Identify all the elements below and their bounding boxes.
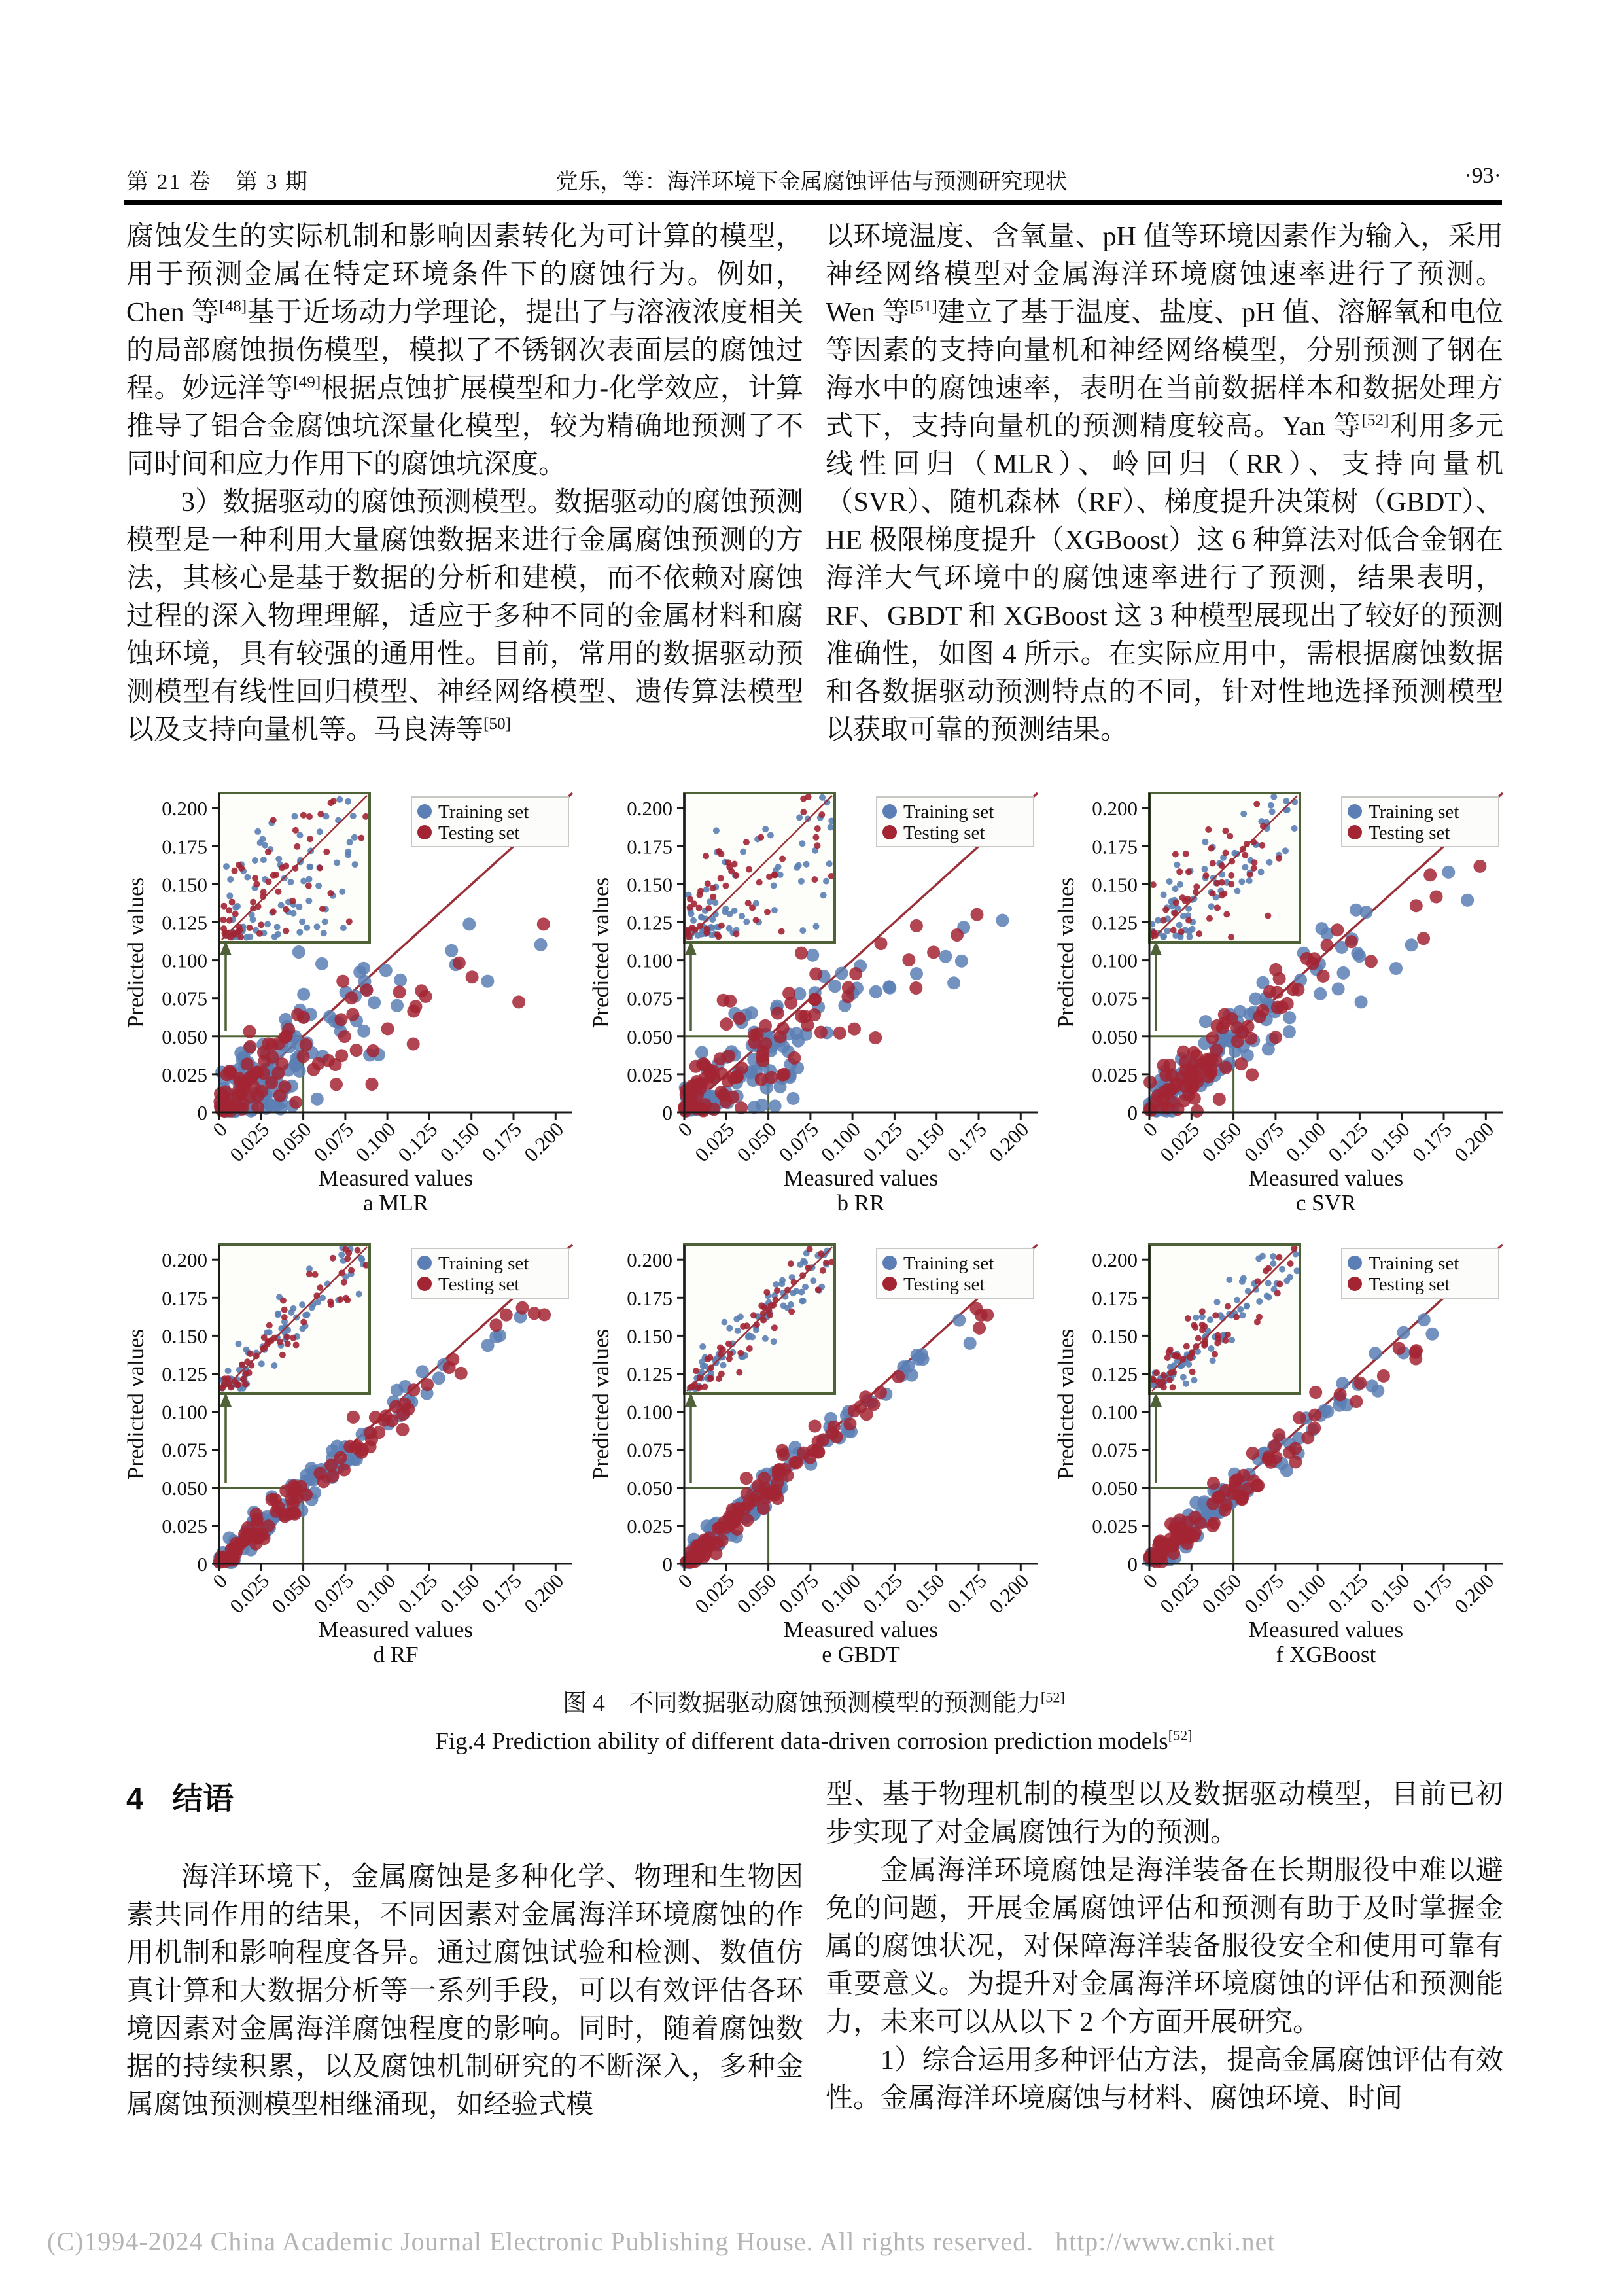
svg-text:0.150: 0.150 — [1365, 1118, 1414, 1167]
inset-zoom-plot — [219, 793, 370, 942]
legend-test-marker — [417, 825, 432, 839]
figure-4 — [120, 784, 1508, 1756]
svg-text:0.075: 0.075 — [309, 1118, 358, 1167]
y-tick-labels — [627, 1248, 672, 1576]
svg-text:0.075: 0.075 — [1239, 1118, 1288, 1167]
x-axis-title: Measured values — [783, 1617, 939, 1642]
svg-text:0.125: 0.125 — [393, 1118, 442, 1167]
svg-text:0.050: 0.050 — [267, 1569, 316, 1618]
figure-caption-zh: 图 4 不同数据驱动腐蚀预测模型的预测能力[52] — [563, 1689, 1065, 1717]
inset-zoom-plot — [1149, 793, 1300, 942]
legend — [1342, 1248, 1499, 1298]
paragraph: 型、基于物理机制的模型以及数据驱动模型，目前已初步实现了对金属腐蚀行为的预测。 — [826, 1780, 1503, 1848]
svg-text:0.025: 0.025 — [225, 1569, 274, 1618]
svg-text:0.125: 0.125 — [858, 1118, 907, 1167]
header-running-title: 党乐，等：海洋环境下金属腐蚀评估与预测研究现状 — [555, 170, 1068, 194]
svg-text:0.150: 0.150 — [162, 873, 207, 896]
svg-text:0.200: 0.200 — [985, 1569, 1034, 1618]
svg-text:0.200: 0.200 — [627, 797, 672, 821]
svg-text:0.150: 0.150 — [1092, 1324, 1138, 1348]
y-axis-title: Predicted values — [588, 1328, 614, 1480]
svg-text:0.050: 0.050 — [162, 1025, 207, 1048]
x-axis-title: Measured values — [1248, 1165, 1404, 1191]
svg-text:0.100: 0.100 — [162, 949, 207, 972]
legend-train-marker — [417, 804, 432, 819]
svg-text:0.100: 0.100 — [351, 1569, 400, 1618]
legend-test-marker — [882, 825, 897, 839]
x-axis-title: Measured values — [318, 1165, 474, 1191]
scatter-panel-rf — [120, 1235, 578, 1667]
scatter-chart-mlr — [120, 784, 578, 1216]
svg-text:0.075: 0.075 — [774, 1118, 823, 1167]
section-heading-conclusion — [126, 1775, 234, 1818]
svg-text:0.100: 0.100 — [1092, 1400, 1138, 1424]
citation-ref: [50] — [483, 715, 511, 733]
legend-train-label: Training set — [1369, 1253, 1459, 1274]
legend-test-label: Testing set — [903, 1274, 985, 1295]
svg-text:0.125: 0.125 — [1092, 1362, 1138, 1386]
svg-text:0.150: 0.150 — [1365, 1569, 1414, 1618]
scatter-chart-xgboost — [1050, 1235, 1508, 1667]
x-tick-labels — [1138, 1569, 1498, 1617]
scatter-chart-rr — [585, 784, 1043, 1216]
inset-zoom-plot — [684, 793, 835, 942]
svg-text:0.100: 0.100 — [1281, 1118, 1331, 1167]
legend-test-marker — [1348, 1277, 1362, 1291]
y-axis-title: Predicted values — [123, 877, 148, 1029]
legend — [877, 797, 1034, 847]
x-tick-labels — [673, 1569, 1033, 1617]
svg-text:0.175: 0.175 — [1092, 835, 1138, 858]
legend-train-marker — [882, 1256, 897, 1270]
svg-text:0.025: 0.025 — [162, 1514, 207, 1538]
svg-text:0.050: 0.050 — [1092, 1476, 1138, 1500]
test-points — [213, 917, 550, 1118]
svg-text:0.100: 0.100 — [816, 1118, 865, 1167]
svg-text:0.025: 0.025 — [1092, 1514, 1138, 1538]
svg-text:0.025: 0.025 — [627, 1063, 672, 1086]
inset-zoom-plot — [1149, 1245, 1300, 1394]
legend-train-marker — [1348, 1256, 1362, 1270]
paragraph: 腐蚀发生的实际机制和影响因素转化为可计算的模型，用于预测金属在特定环境条件下的腐蚀行为。例如，Chen 等[48]基于近场动力学理论，提出了与溶液浓度相关的局部腐蚀损伤模型，模拟了不锈钢次表面层的腐蚀过程。妙远洋等[49]根据点蚀扩展模型和力-化学效应，计算推导了铝合金腐蚀坑深量化模型，较为精确地预测了不同时间和应力作用下的腐蚀坑深度。 — [126, 222, 803, 480]
svg-text:0.075: 0.075 — [774, 1569, 823, 1618]
svg-text:0.050: 0.050 — [162, 1476, 207, 1500]
svg-text:0.200: 0.200 — [1092, 797, 1138, 821]
svg-text:0.175: 0.175 — [627, 1286, 672, 1310]
zoom-arrow — [685, 941, 697, 1031]
scatter-chart-svr — [1050, 784, 1508, 1216]
svg-text:0.075: 0.075 — [162, 987, 207, 1010]
svg-text:0.200: 0.200 — [162, 1248, 207, 1272]
svg-text:0.100: 0.100 — [351, 1118, 400, 1167]
citation-ref: [52] — [1040, 1689, 1065, 1706]
x-axis-title: Measured values — [1248, 1617, 1404, 1642]
legend-test-label: Testing set — [903, 822, 985, 843]
header-volume-issue: 第 21 卷 第 3 期 — [126, 170, 309, 194]
legend-train-marker — [1348, 804, 1362, 819]
legend-train-label: Training set — [438, 1253, 529, 1274]
citation-ref: [51] — [909, 298, 937, 315]
svg-text:0.175: 0.175 — [162, 835, 207, 858]
legend-train-marker — [417, 1256, 432, 1270]
panel-label: b RR — [837, 1190, 885, 1216]
svg-text:0.050: 0.050 — [1197, 1569, 1246, 1618]
citation-ref: [52] — [1361, 412, 1389, 429]
zoom-arrow — [220, 941, 232, 1031]
svg-text:0.200: 0.200 — [162, 797, 207, 821]
svg-text:0.175: 0.175 — [477, 1569, 526, 1618]
svg-text:0: 0 — [673, 1569, 697, 1593]
svg-text:0: 0 — [197, 1101, 207, 1124]
panel-label: a MLR — [362, 1190, 429, 1216]
footer-copyright: (C)1994-2024 China Academic Journal Electronic Publishing House. All rights reserved. http://www.cnki.net — [47, 2227, 1276, 2256]
header-page-number: ·93· — [1464, 164, 1501, 188]
svg-text:0.200: 0.200 — [985, 1118, 1034, 1167]
x-tick-labels — [208, 1569, 568, 1617]
column-left-conclusion — [126, 1858, 803, 2124]
header-rule — [124, 200, 1502, 205]
svg-text:0.100: 0.100 — [627, 1400, 672, 1424]
paragraph: 3）数据驱动的腐蚀预测模型。数据驱动的腐蚀预测模型是一种利用大量腐蚀数据来进行金属腐蚀预测的方法，其核心是基于数据的分析和建模，而不依赖对腐蚀过程的深入物理理解，适应于多种不同的金属材料和腐蚀环境，具有较强的通用性。目前，常用的数据驱动预测模型有线性回归模型、神经网络模型、遗传算法模型以及支持向量机等。马良涛等[50] — [126, 487, 803, 745]
citation-ref: [52] — [1168, 1727, 1193, 1744]
svg-text:0.100: 0.100 — [627, 949, 672, 972]
svg-text:0.050: 0.050 — [732, 1118, 781, 1167]
svg-text:0.150: 0.150 — [627, 873, 672, 896]
legend — [411, 1248, 568, 1298]
svg-text:0.050: 0.050 — [627, 1476, 672, 1500]
svg-text:0.125: 0.125 — [162, 1362, 207, 1386]
svg-text:0.075: 0.075 — [1092, 987, 1138, 1010]
paragraph: 金属海洋环境腐蚀是海洋装备在长期服役中难以避免的问题，开展金属腐蚀评估和预测有助于及时掌握金属的腐蚀状况，对保障海洋装备服役安全和使用可靠有重要意义。为提升对金属海洋环境腐蚀的评估和预测能力，未来可以从以下 2 个方面开展研究。 — [826, 1856, 1503, 2038]
svg-text:0.150: 0.150 — [900, 1569, 949, 1618]
svg-text:0.100: 0.100 — [162, 1400, 207, 1424]
svg-text:0.175: 0.175 — [942, 1118, 991, 1167]
y-tick-labels — [627, 797, 672, 1124]
svg-text:0.150: 0.150 — [627, 1324, 672, 1348]
svg-text:0.175: 0.175 — [1407, 1569, 1456, 1618]
legend-test-label: Testing set — [438, 1274, 520, 1295]
y-axis-title: Predicted values — [1053, 1328, 1079, 1480]
legend-test-marker — [882, 1277, 897, 1291]
svg-text:0.175: 0.175 — [162, 1286, 207, 1310]
svg-text:0.075: 0.075 — [309, 1569, 358, 1618]
section-number: 4 — [126, 1781, 144, 1816]
svg-text:0.150: 0.150 — [1092, 873, 1138, 896]
inset-zoom-plot — [684, 1245, 835, 1394]
legend — [1342, 797, 1499, 847]
svg-text:0.075: 0.075 — [627, 987, 672, 1010]
svg-text:0.125: 0.125 — [1323, 1118, 1372, 1167]
svg-text:0.025: 0.025 — [690, 1118, 739, 1167]
panel-label: f XGBoost — [1276, 1642, 1376, 1667]
paragraph: 以环境温度、含氧量、pH 值等环境因素作为输入，采用神经网络模型对金属海洋环境腐蚀速率进行了预测。Wen 等[51]建立了基于温度、盐度、pH 值、溶解氧和电位等因素的支持向量机和神经网络模型，分别预测了钢在海水中的腐蚀速率，表明在当前数据样本和数据处理方式下，支持向量机的预测精度较高。Yan 等[52]利用多元线性回归（MLR）、岭回归（RR）、支持向量机（SVR）、随机森林（RF）、梯度提升决策树（GBDT）、HE 极限梯度提升（XGBoost）这 6 种算法对低合金钢在海洋大气环境中的腐蚀速率进行了预测，结果表明，RF、GBDT 和 XGBoost 这 3 种模型展现出了较好的预测准确性，如图 4 所示。在实际应用中，需根据腐蚀数据和各数据驱动预测特点的不同，针对性地选择预测模型以获取可靠的预测结果。 — [826, 222, 1503, 745]
paragraph: 海洋环境下，金属腐蚀是多种化学、物理和生物因素共同作用的结果，不同因素对金属海洋环境腐蚀的作用机制和影响程度各异。通过腐蚀试验和检测、数值仿真计算和大数据分析等一系列手段，可以有效评估各环境因素对金属海洋腐蚀程度的影响。同时，随着腐蚀数据的持续积累，以及腐蚀机制研究的不断深入，多种金属腐蚀预测模型相继涌现，如经验式模 — [126, 1862, 803, 2120]
svg-text:0.100: 0.100 — [816, 1569, 865, 1618]
svg-text:0.025: 0.025 — [1155, 1118, 1204, 1167]
scatter-chart-gbdt — [585, 1235, 1043, 1667]
svg-text:0.125: 0.125 — [393, 1569, 442, 1618]
svg-text:0.175: 0.175 — [1407, 1118, 1456, 1167]
x-tick-labels — [208, 1118, 568, 1166]
svg-text:0.150: 0.150 — [162, 1324, 207, 1348]
svg-text:0.075: 0.075 — [1092, 1438, 1138, 1462]
legend — [877, 1248, 1034, 1298]
svg-text:0.050: 0.050 — [1197, 1118, 1246, 1167]
svg-text:0.125: 0.125 — [858, 1569, 907, 1618]
svg-text:0: 0 — [662, 1101, 672, 1124]
y-axis-title: Predicted values — [1053, 877, 1079, 1029]
svg-text:0.100: 0.100 — [1281, 1569, 1331, 1618]
legend-test-marker — [1348, 825, 1362, 839]
legend-train-marker — [882, 804, 897, 819]
legend-test-label: Testing set — [438, 822, 520, 843]
y-axis-title: Predicted values — [588, 877, 614, 1029]
paragraph: 1）综合运用多种评估方法，提高金属腐蚀评估有效性。金属海洋环境腐蚀与材料、腐蚀环境、时间 — [826, 2045, 1503, 2113]
legend-train-label: Training set — [903, 1253, 994, 1274]
svg-text:0.025: 0.025 — [162, 1063, 207, 1086]
y-axis-title: Predicted values — [123, 1328, 148, 1480]
svg-text:0.025: 0.025 — [690, 1569, 739, 1618]
zoom-arrow — [1150, 1392, 1162, 1483]
scatter-chart-rf — [120, 1235, 578, 1667]
svg-text:0.175: 0.175 — [1092, 1286, 1138, 1310]
y-tick-labels — [162, 797, 207, 1124]
legend-test-label: Testing set — [1369, 1274, 1450, 1295]
svg-text:0.175: 0.175 — [627, 835, 672, 858]
zoom-arrow — [220, 1392, 232, 1483]
legend-train-label: Training set — [1369, 802, 1459, 822]
citation-ref: [49] — [293, 374, 321, 391]
scatter-panel-xgboost — [1050, 1235, 1508, 1667]
citation-ref: [48] — [219, 298, 247, 315]
x-axis-title: Measured values — [783, 1165, 939, 1191]
svg-text:0: 0 — [1138, 1569, 1162, 1593]
scatter-panel-rr — [585, 784, 1043, 1216]
svg-text:0: 0 — [208, 1569, 232, 1593]
svg-text:0.150: 0.150 — [435, 1569, 484, 1618]
inset-zoom-plot — [219, 1245, 370, 1394]
zoom-arrow — [1150, 941, 1162, 1031]
x-axis-title: Measured values — [318, 1617, 474, 1642]
legend-train-label: Training set — [903, 802, 994, 822]
svg-text:0.125: 0.125 — [1323, 1569, 1372, 1618]
svg-text:0.200: 0.200 — [627, 1248, 672, 1272]
svg-text:0: 0 — [1138, 1118, 1162, 1141]
scatter-panel-mlr — [120, 784, 578, 1216]
scatter-panel-gbdt — [585, 1235, 1043, 1667]
svg-text:0: 0 — [1127, 1101, 1138, 1124]
svg-text:0.100: 0.100 — [1092, 949, 1138, 972]
y-tick-labels — [162, 1248, 207, 1576]
scatter-panel-svr — [1050, 784, 1508, 1216]
svg-text:0.125: 0.125 — [162, 911, 207, 934]
x-tick-labels — [1138, 1118, 1498, 1166]
legend-test-marker — [417, 1277, 432, 1291]
svg-text:0: 0 — [673, 1118, 697, 1141]
svg-text:0: 0 — [662, 1553, 672, 1576]
svg-text:0.200: 0.200 — [519, 1118, 568, 1167]
x-tick-labels — [673, 1118, 1033, 1166]
figure-caption-en: Fig.4 Prediction ability of different data-driven corrosion prediction models[52] — [435, 1727, 1193, 1755]
svg-text:0.025: 0.025 — [627, 1514, 672, 1538]
panel-label: d RF — [373, 1642, 419, 1667]
svg-text:0.125: 0.125 — [627, 911, 672, 934]
svg-text:0.075: 0.075 — [627, 1438, 672, 1462]
legend-test-label: Testing set — [1369, 822, 1450, 843]
column-left-top — [126, 218, 803, 749]
svg-text:0.125: 0.125 — [627, 1362, 672, 1386]
svg-text:0.025: 0.025 — [1155, 1569, 1204, 1618]
panel-label: e GBDT — [822, 1642, 900, 1667]
svg-text:0.050: 0.050 — [1092, 1025, 1138, 1048]
svg-text:0.200: 0.200 — [519, 1569, 568, 1618]
svg-text:0.125: 0.125 — [1092, 911, 1138, 934]
section-title: 结语 — [172, 1781, 234, 1816]
svg-text:0.075: 0.075 — [162, 1438, 207, 1462]
svg-text:0.050: 0.050 — [627, 1025, 672, 1048]
svg-text:0.200: 0.200 — [1092, 1248, 1138, 1272]
svg-text:0: 0 — [197, 1553, 207, 1576]
column-right-conclusion — [826, 1776, 1503, 2117]
zoom-arrow — [685, 1392, 697, 1483]
svg-text:0.150: 0.150 — [435, 1118, 484, 1167]
svg-text:0.025: 0.025 — [225, 1118, 274, 1167]
y-tick-labels — [1092, 1248, 1138, 1576]
svg-text:0.175: 0.175 — [942, 1569, 991, 1618]
svg-text:0.175: 0.175 — [477, 1118, 526, 1167]
svg-text:0.050: 0.050 — [267, 1118, 316, 1167]
svg-text:0: 0 — [208, 1118, 232, 1141]
svg-text:0.200: 0.200 — [1450, 1569, 1499, 1618]
svg-text:0.200: 0.200 — [1450, 1118, 1499, 1167]
panel-label: c SVR — [1295, 1190, 1357, 1216]
legend — [411, 797, 568, 847]
y-tick-labels — [1092, 797, 1138, 1124]
svg-text:0: 0 — [1127, 1553, 1138, 1576]
svg-text:0.050: 0.050 — [732, 1569, 781, 1618]
column-right-top — [826, 218, 1503, 749]
svg-text:0.150: 0.150 — [900, 1118, 949, 1167]
legend-train-label: Training set — [438, 802, 529, 822]
svg-text:0.025: 0.025 — [1092, 1063, 1138, 1086]
svg-text:0.075: 0.075 — [1239, 1569, 1288, 1618]
figure-grid — [120, 784, 1508, 1667]
